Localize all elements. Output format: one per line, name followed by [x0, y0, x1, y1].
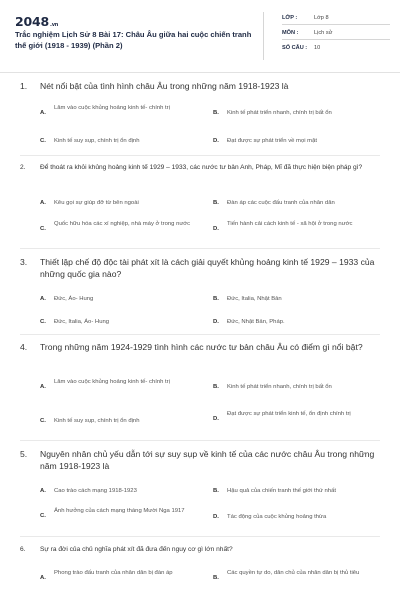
brand-tld: .vn [50, 22, 59, 28]
option-text: Đức, Italia, Nhật Bản [227, 296, 282, 302]
option-text: Đức, Italia, Áo- Hung [54, 319, 110, 325]
option-text: Kêu gọi sự giúp đỡ từ bên ngoài [54, 200, 139, 206]
option-letter: B. [213, 488, 219, 494]
option-text: Đạt được sự phát triển kinh tế, ổn định chính trị [227, 411, 351, 417]
header-divider [263, 12, 264, 60]
option-letter: A. [40, 200, 46, 206]
meta-divider [282, 39, 390, 40]
site-logo[interactable] [15, 14, 58, 29]
page-title: Trắc nghiệm Lịch Sử 8 Bài 17: Châu Âu giữa hai cuộc chiến tranh thế giới (1918 - 1939) (Phần 2) [15, 30, 252, 50]
option-text: Kinh tế phát triển nhanh, chính trị bất ổn [227, 384, 332, 390]
option-letter: C. [40, 138, 46, 144]
option-text: Đức, Nhật Bản, Pháp. [227, 319, 285, 325]
option-letter: A. [40, 296, 46, 302]
option-letter: A. [40, 488, 46, 494]
question-divider [20, 248, 380, 249]
question-text: Trong những năm 1924-1929 tình hình các nước tư bản châu Âu có điểm gì nổi bật? [40, 342, 363, 352]
question-number: 4. [20, 342, 28, 352]
option-letter: D. [213, 226, 219, 232]
meta-count-key: SỐ CÂU : [282, 45, 308, 51]
question-number: 3. [20, 257, 28, 267]
question-number: 2. [20, 164, 26, 171]
question-number: 5. [20, 449, 28, 459]
question-divider [20, 440, 380, 441]
option-text: Đức, Áo- Hung [54, 296, 94, 302]
option-text: Tác động của cuộc khủng hoảng thừa [227, 514, 327, 520]
meta-subject [282, 29, 332, 37]
option-letter: A. [40, 384, 46, 390]
question-number: 1. [20, 81, 28, 91]
meta-count [282, 44, 320, 52]
option-letter: B. [213, 110, 219, 116]
question-text: Sự ra đời của chủ nghĩa phát xít đã đưa đến nguy cơ gì lớn nhất? [40, 546, 233, 553]
option-text: Cao trào cách mạng 1918-1923 [54, 488, 137, 494]
option-text: Lâm vào cuộc khủng hoảng kinh tế- chính trị [54, 379, 170, 385]
question-text: Nét nổi bật của tình hình châu Âu trong những năm 1918-1923 là [40, 81, 289, 91]
option-text: Các quyền tự do, dân chủ của nhân dân bị thủ tiêu [227, 570, 360, 576]
header-rule [0, 72, 400, 73]
option-letter: A. [40, 575, 46, 581]
option-text: Lâm vào cuộc khủng hoảng kinh tế- chính trị [54, 105, 170, 111]
option-letter: B. [213, 384, 219, 390]
question-divider [20, 155, 380, 156]
option-letter: B. [213, 200, 219, 206]
meta-class-value: Lớp 8 [314, 15, 329, 21]
question-text: Thiết lập chế độ độc tài phát xít là cách giải quyết khủng hoảng kinh tế 1929 – 1933 của những quốc gia nào? [40, 257, 375, 279]
question-divider [20, 334, 380, 335]
option-text: Hậu quả của chiến tranh thế giới thứ nhất [227, 488, 336, 494]
option-letter: D. [213, 138, 219, 144]
option-letter: C. [40, 319, 46, 325]
option-text: Ảnh hưởng của cách mạng tháng Mười Nga 1917 [54, 508, 185, 514]
meta-count-value: 10 [314, 45, 321, 51]
question-divider [20, 536, 380, 537]
meta-class [282, 14, 329, 22]
option-letter: C. [40, 513, 46, 519]
option-text: Quốc hữu hóa các xí nghiệp, nhà máy ở trong nước [54, 221, 191, 227]
question-text: Để thoát ra khỏi khủng hoảng kinh tế 1929 – 1933, các nước tư bản Anh, Pháp, Mĩ đã thực hiện biện pháp gì? [40, 164, 363, 171]
option-text: Kinh tế phát triển nhanh, chính trị bất ổn [227, 110, 332, 116]
option-text: Kinh tế suy sụp, chính trị ổn định [54, 418, 140, 424]
option-text: Kinh tế suy sụp, chính trị ổn định [54, 138, 140, 144]
option-letter: A. [40, 110, 46, 116]
question-text: Nguyên nhân chủ yếu dẫn tới sự suy sụp về kinh tế của các nước châu Âu trong những năm 1918-1923 là [40, 449, 375, 471]
option-letter: B. [213, 296, 219, 302]
option-text: Tiến hành cải cách kinh tế - xã hội ở trong nước [227, 221, 353, 227]
option-text: Phong trào đấu tranh của nhân dân bị đàn áp [54, 570, 173, 576]
option-text: Đạt được sự phát triển về mọi mặt [227, 138, 317, 144]
meta-class-key: LỚP : [282, 15, 298, 21]
option-text: Đàn áp các cuộc đấu tranh của nhân dân [227, 200, 335, 206]
option-letter: C. [40, 418, 46, 424]
question-number: 6. [20, 546, 26, 553]
meta-divider [282, 24, 390, 25]
meta-subject-key: MÔN : [282, 30, 299, 36]
option-letter: D. [213, 416, 219, 422]
meta-subject-value: Lịch sử [314, 30, 333, 36]
option-letter: C. [40, 226, 46, 232]
option-letter: D. [213, 514, 219, 520]
option-letter: D. [213, 319, 219, 325]
brand-main: 2048 [15, 14, 49, 29]
option-letter: B. [213, 575, 219, 581]
